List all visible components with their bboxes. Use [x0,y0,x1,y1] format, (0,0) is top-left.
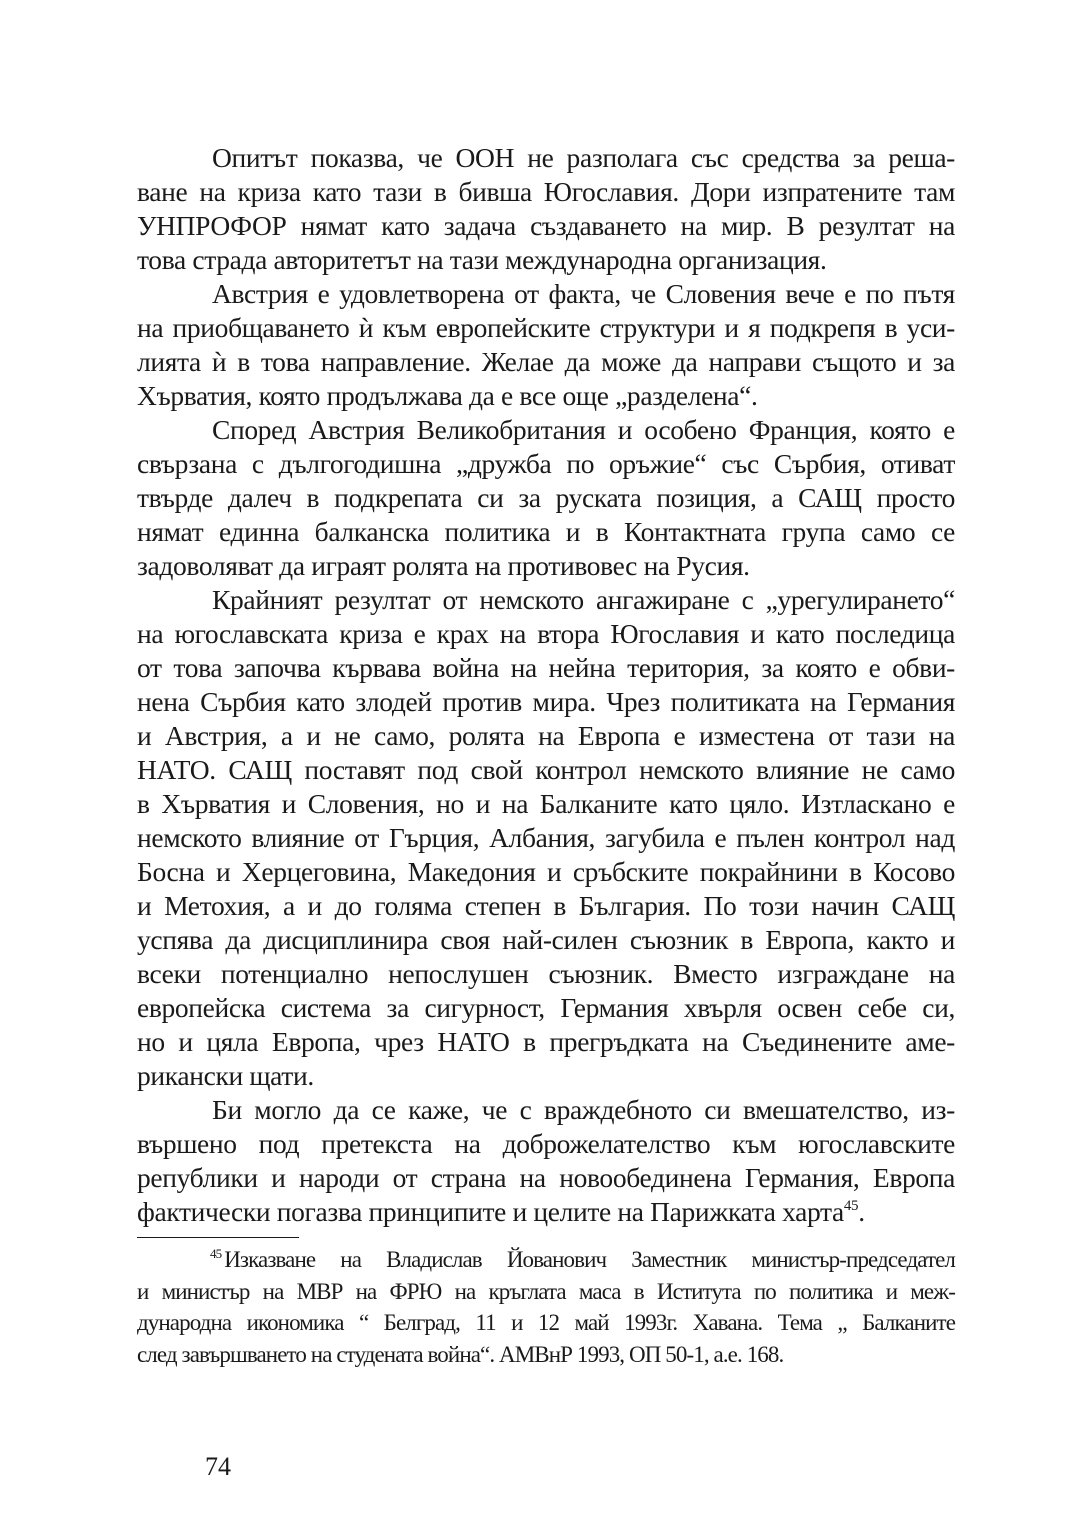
text-line: на приобщаването ѝ към европейските структури и я подкрепя в уси- [137,312,955,343]
text-line: твърде далеч в подкрепата си за руската позиция, а САЩ просто [137,482,955,513]
text-line: успява да дисциплинира своя най-силен съюзник в Европа, както и [137,924,955,955]
text-line: Опитът показва, че ООН не разполага със средства за реша- [212,142,955,173]
paragraph-1 [137,141,955,277]
paragraph-3 [137,413,955,583]
text-line: задоволяват да играят ролята на противовес на Русия. [137,550,750,581]
text-line: нямат единна балканска политика и в Контактната група само се [137,516,955,547]
text-line: на югославската криза е крах на втора Югославия и като последица [137,618,955,649]
text-line: но и цяла Европа, чрез НАТО в прегръдката на Съединените аме- [137,1026,955,1057]
page-number: 74 [205,1452,231,1481]
text-line: фактически погазва принципите и целите на Парижката харта [137,1196,844,1227]
text-line: републики и народи от страна на новообединена Германия, Европа [137,1162,955,1193]
text-line: Крайният резултат от немското ангажиране с „урегулирането“ [212,584,955,615]
text-line: и Австрия, а и не само, ролята на Европа е изместена от тази на [137,720,955,751]
main-text [137,141,955,1229]
footnote-text: Изказване на Владислав Йованович Заместник министър-председател [224,1247,955,1272]
text-line: НАТО. САЩ поставят под свой контрол немското влияние не само [137,754,955,785]
footnote-line: след завършването на студената война“. АМВнР 1993, ОП 50-1, а.е. 168. [137,1341,784,1367]
text-line: европейска система за сигурност, Германия хвърля освен себе си, [137,992,955,1023]
text-line: Би могло да се каже, че с враждебното си вмешателство, из- [212,1094,955,1125]
text-line: това страда авторитетът на тази международна организация. [137,244,827,275]
footnote-line: дународна икономика “ Белград, 11 и 12 май 1993г. Хавана. Тема „ Балканите [137,1310,955,1335]
footnote [137,1244,955,1370]
text-line: и Метохия, а и до голяма степен в България. По този начин САЩ [137,890,955,921]
paragraph-5 [137,1093,955,1229]
text-line: ване на криза като тази в бивша Югославия. Дори изпратените там [137,176,955,207]
text-line: лията ѝ в това направление. Желае да може да направи същото и за [137,346,955,377]
footnote-line: и министър на МВР на ФРЮ на кръглата маса в Иститута по политика и меж- [137,1278,955,1304]
paragraph-2 [137,277,955,413]
text-line: рикански щати. [137,1060,314,1091]
footnote-separator [137,1237,299,1238]
text-line: УНПРОФОР нямат като задача създаването на мир. В резултат на [137,210,955,241]
text-line: Австрия е удовлетворена от факта, че Словения вече е по пътя [212,278,955,309]
footnote-marker: 45 [210,1246,222,1261]
text-line: нена Сърбия като злодей против мира. Чрез политиката на Германия [137,686,955,717]
text-line: Хърватия, която продължава да е все още „разделена“. [137,380,758,411]
text-line: свързана с дългогодишна „дружба по оръжие“ със Сърбия, отиват [137,448,955,479]
sentence-end: . [858,1196,865,1227]
text-line: вършено под претекста на доброжелателство към югославските [137,1128,955,1159]
text-line-with-footnote-ref [137,1195,955,1229]
text-line: в Хърватия и Словения, но и на Балканите като цяло. Изтласкано е [137,788,955,819]
text-line: Според Австрия Великобритания и особено Франция, която е [212,414,955,445]
footnote-line [137,1244,955,1276]
text-line: всеки потенциално непослушен съюзник. Вместо изграждане на [137,958,955,989]
text-line: от това започва кървава война на нейна територия, за която е обви- [137,652,955,683]
text-line: немското влияние от Гърция, Албания, загубила е пълен контрол над [137,822,955,853]
text-line: Босна и Херцеговина, Македония и сръбските покрайнини в Косово [137,856,955,887]
footnote-reference[interactable]: 45 [843,1198,859,1214]
paragraph-4 [137,583,955,1093]
